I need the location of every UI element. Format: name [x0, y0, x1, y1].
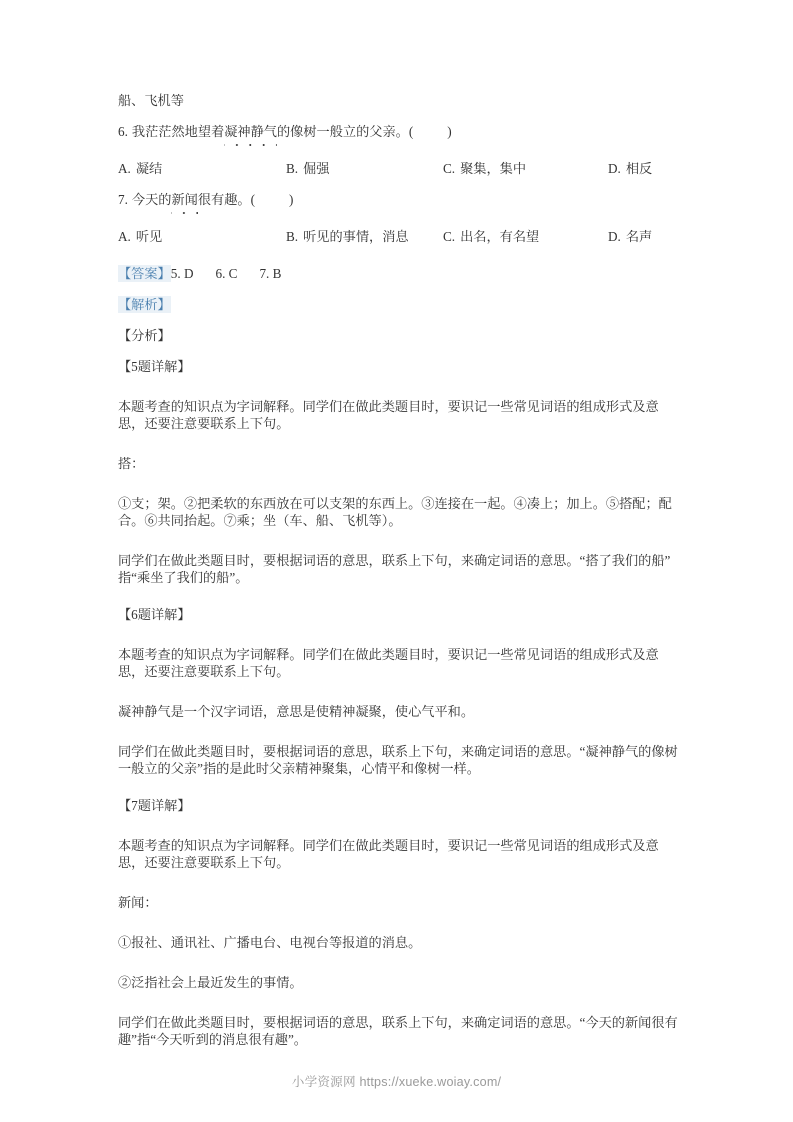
question-6-number: 6. — [118, 124, 128, 139]
option-d-letter: D. — [608, 161, 621, 176]
question-7-stem-before: 今天的 — [131, 192, 172, 207]
option-a-letter: A. — [118, 229, 131, 244]
answer-item-5 — [171, 265, 194, 282]
analysis-label: 【分析】 — [118, 328, 171, 343]
option-d-text: 名声 — [625, 229, 653, 244]
detail-7-paragraph-4: ②泛指社会上最近发生的事情。 — [118, 975, 303, 990]
option-c-letter: C. — [443, 229, 456, 244]
question-6-stem-after: 的像树一般立的父亲。 — [276, 124, 409, 139]
answer-5-value: D — [183, 266, 194, 281]
option-d-letter: D. — [608, 229, 621, 244]
detail-6-paragraph-1: 本题考查的知识点为字词解释。同学们在做此类题目时，要识记一些常见词语的组成形式及意思，还要注意要联系上下句。 — [118, 647, 659, 679]
explanation-label-row — [118, 296, 680, 313]
detail-6-heading: 【6题详解】 — [118, 607, 191, 622]
question-7-emphasis: 新闻 — [171, 192, 198, 207]
question-7-paren-close: ) — [288, 192, 294, 207]
question-6-paren-close: ) — [447, 124, 452, 139]
question-6-emphasis: 凝神静气 — [224, 124, 277, 139]
option-b-letter: B. — [286, 161, 299, 176]
continuation-line: 船、飞机等 — [118, 93, 184, 108]
option-a-letter: A. — [118, 161, 131, 176]
question-7-option-b[interactable] — [286, 228, 409, 245]
detail-7-paragraph-2: 新闻： — [118, 895, 158, 910]
question-7-options — [118, 228, 680, 245]
answer-item-6 — [215, 265, 237, 282]
analysis-label-row — [118, 327, 680, 344]
answer-6-number: 6. — [215, 266, 226, 281]
option-c-text: 聚集，集中 — [460, 161, 527, 176]
question-7-option-d[interactable] — [608, 228, 652, 245]
detail-5-paragraph-1: 本题考查的知识点为字词解释。同学们在做此类题目时，要识记一些常见词语的组成形式及意思，还要注意要联系上下句。 — [118, 399, 659, 431]
explanation-label: 【解析】 — [118, 297, 171, 312]
question-7-paren-open: ( — [250, 192, 255, 207]
question-6-option-b[interactable] — [286, 160, 329, 177]
question-7-number: 7. — [118, 192, 128, 207]
question-6-option-a[interactable] — [118, 160, 162, 177]
option-c-text: 出名，有名望 — [460, 229, 540, 244]
answer-7-number: 7. — [259, 266, 270, 281]
detail-7-paragraph-5: 同学们在做此类题目时，要根据词语的意思，联系上下句，来确定词语的意思。“今天的新闻很有趣”指“今天听到的消息很有趣”。 — [118, 1015, 678, 1047]
answer-item-7 — [259, 265, 281, 282]
question-7-option-a[interactable] — [118, 228, 162, 245]
detail-5-paragraph-4: 同学们在做此类题目时，要根据词语的意思，联系上下句，来确定词语的意思。“搭了我们的船”指“乘坐了我们的船”。 — [118, 553, 671, 585]
question-6-options — [118, 160, 680, 177]
answer-7-value: B — [272, 266, 282, 281]
question-6-stem — [118, 123, 680, 140]
option-b-text: 倔强 — [303, 161, 330, 176]
question-6-stem-before: 我茫茫然地望着 — [131, 124, 225, 139]
question-6-option-c[interactable] — [443, 160, 526, 177]
detail-5-heading: 【5题详解】 — [118, 359, 191, 374]
detail-5-paragraph-3: ①支；架。②把柔软的东西放在可以支架的东西上。③连接在一起。④凑上；加上。⑤搭配；配合。⑥共同抬起。⑦乘；坐（车、船、飞机等）。 — [118, 496, 672, 528]
answer-block — [118, 265, 680, 282]
answer-6-value: C — [228, 266, 238, 281]
detail-7-paragraph-3: ①报社、通讯社、广播电台、电视台等报道的消息。 — [118, 935, 422, 950]
option-a-text: 凝结 — [135, 161, 163, 176]
question-6-paren-open: ( — [408, 124, 414, 139]
detail-7-heading: 【7题详解】 — [118, 798, 191, 813]
detail-6-paragraph-2: 凝神静气是一个汉字词语，意思是使精神凝聚，使心气平和。 — [118, 704, 475, 719]
option-a-text: 听见 — [135, 229, 163, 244]
question-7-option-c[interactable] — [443, 228, 539, 245]
question-7-stem-after: 很有趣。 — [197, 192, 251, 207]
question-7-stem — [118, 191, 680, 208]
option-c-letter: C. — [443, 161, 456, 176]
answer-label: 【答案】 — [118, 266, 171, 281]
detail-7-paragraph-1: 本题考查的知识点为字词解释。同学们在做此类题目时，要识记一些常见词语的组成形式及意思，还要注意要联系上下句。 — [118, 838, 659, 870]
detail-6-paragraph-3: 同学们在做此类题目时，要根据词语的意思，联系上下句，来确定词语的意思。“凝神静气的像树一般立的父亲”指的是此时父亲精神聚集，心情平和像树一样。 — [118, 744, 678, 776]
question-6-option-d[interactable] — [608, 160, 652, 177]
document-content — [118, 92, 680, 1048]
option-b-text: 听见的事情，消息 — [303, 229, 409, 244]
option-b-letter: B. — [286, 229, 299, 244]
footer-watermark: 小学资源网 https://xueke.woiay.com/ — [291, 1075, 502, 1089]
answer-5-number: 5. — [170, 266, 181, 281]
option-d-text: 相反 — [625, 161, 653, 176]
detail-5-paragraph-2: 搭： — [118, 456, 145, 471]
